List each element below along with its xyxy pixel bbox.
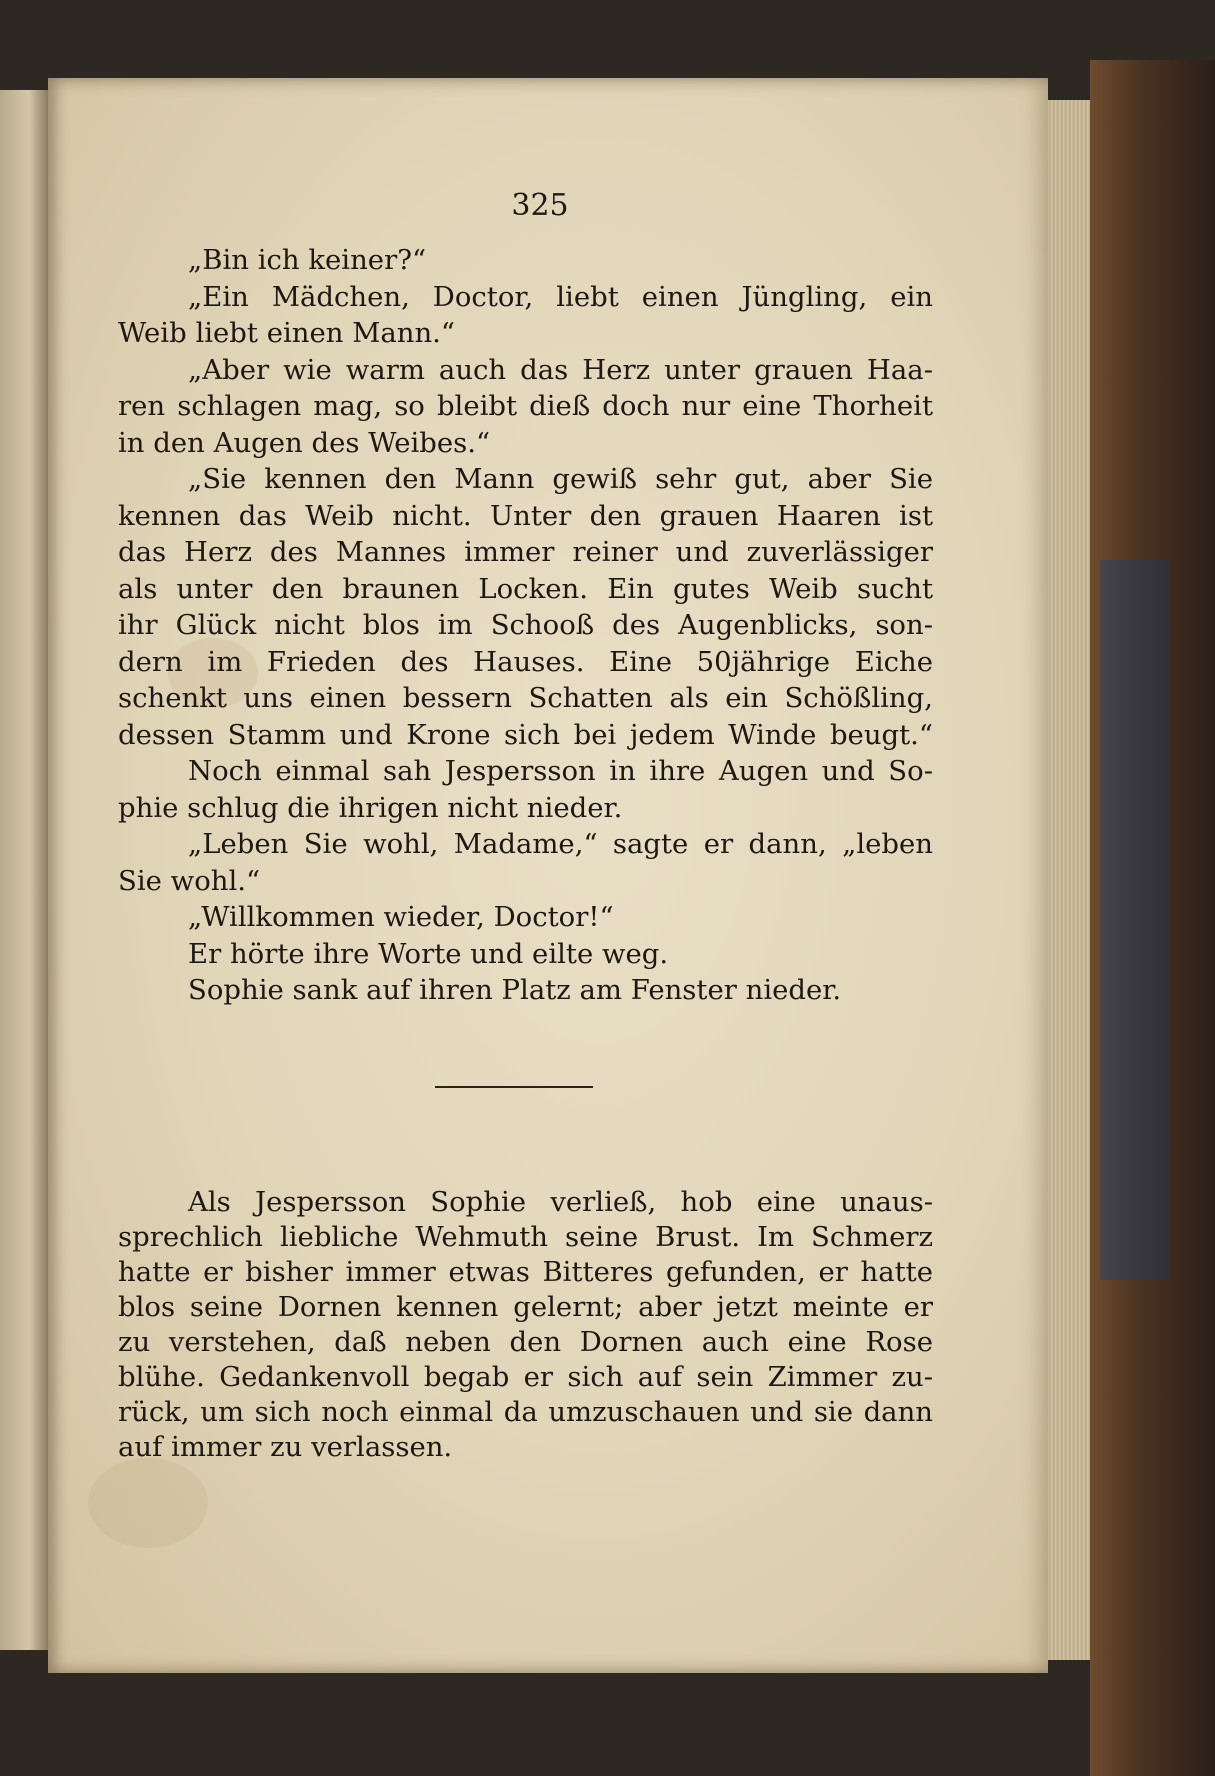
page-edges bbox=[1048, 100, 1090, 1660]
text-line: ihr Glück nicht blos im Schooß des Augenblicks, son- bbox=[118, 609, 933, 641]
text-line: dern im Frieden des Hauses. Eine 50jährige Eiche bbox=[118, 645, 933, 678]
text-line: „Bin ich keiner?“ bbox=[188, 244, 427, 276]
text-line: das Herz des Mannes immer reiner und zuverlässiger bbox=[118, 536, 933, 568]
left-page-edge bbox=[0, 90, 48, 1650]
text-line: phie schlug die ihrigen nicht nieder. bbox=[118, 791, 623, 824]
text-line: als unter den braunen Locken. Ein gutes Weib sucht bbox=[118, 572, 933, 605]
text-line: Als Jespersson Sophie verließ, hob eine unaus- bbox=[188, 1186, 933, 1218]
text-line: Er hörte ihre Worte und eilte weg. bbox=[188, 937, 669, 970]
text-line: dessen Stamm und Krone sich bei jedem Winde beugt.“ bbox=[118, 718, 933, 751]
text-line: zu verstehen, daß neben den Dornen auch eine Rose bbox=[118, 1326, 933, 1358]
text-line: blühe. Gedankenvoll begab er sich auf sein Zimmer zu- bbox=[118, 1361, 933, 1393]
text-line: blos seine Dornen kennen gelernt; aber jetzt meinte er bbox=[118, 1291, 933, 1323]
text-line: in den Augen des Weibes.“ bbox=[118, 426, 491, 459]
text-line: „Willkommen wieder, Doctor!“ bbox=[188, 901, 614, 933]
text-line: schenkt uns einen bessern Schatten als ein Schößling, bbox=[118, 682, 933, 714]
text-line: „Leben Sie wohl, Madame,“ sagte er dann, „leben bbox=[188, 828, 933, 860]
text-line: „Aber wie warm auch das Herz unter grauen Haa- bbox=[188, 353, 933, 386]
text-line: Sophie sank auf ihren Platz am Fenster nieder. bbox=[188, 974, 842, 1006]
text-line: Weib liebt einen Mann.“ bbox=[118, 317, 455, 349]
text-line: „Sie kennen den Mann gewiß sehr gut, aber Sie bbox=[188, 463, 933, 495]
text-line: kennen das Weib nicht. Unter den grauen Haaren ist bbox=[118, 499, 933, 532]
passage-dialogue bbox=[118, 242, 933, 1009]
text-line: auf immer zu verlassen. bbox=[118, 1431, 453, 1463]
text-line: Sie wohl.“ bbox=[118, 864, 261, 897]
page-number: 325 bbox=[511, 188, 569, 223]
text-line: ren schlagen mag, so bleibt dieß doch nur eine Thorheit bbox=[118, 390, 933, 422]
text-line: Noch einmal sah Jespersson in ihre Augen und So- bbox=[188, 755, 933, 787]
cover-board bbox=[1100, 560, 1170, 1280]
text-line: sprechlich liebliche Wehmuth seine Brust. Im Schmerz bbox=[118, 1221, 933, 1253]
text-line: hatte er bisher immer etwas Bitteres gefunden, er hatte bbox=[118, 1256, 933, 1288]
section-divider bbox=[435, 1086, 593, 1088]
text-line: „Ein Mädchen, Doctor, liebt einen Jüngling, ein bbox=[188, 280, 933, 313]
text-line: rück, um sich noch einmal da umzuschauen und sie dann bbox=[118, 1396, 933, 1428]
passage-narrative bbox=[118, 1185, 933, 1465]
paper-stain bbox=[88, 1458, 208, 1548]
